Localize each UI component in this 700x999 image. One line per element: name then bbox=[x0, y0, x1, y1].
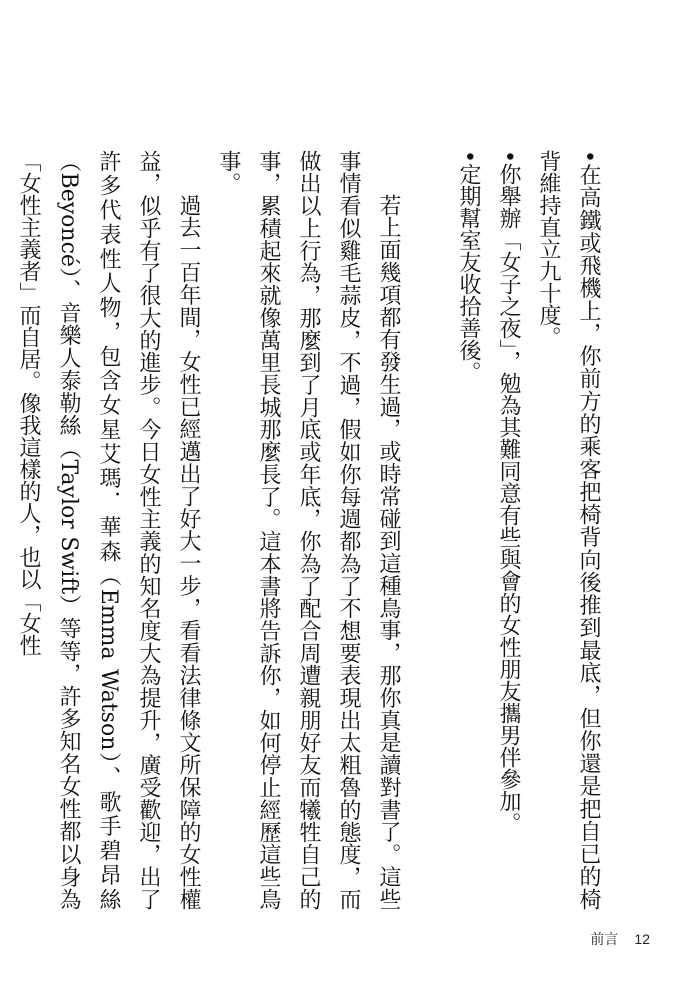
body-text bbox=[8, 150, 608, 910]
bullet-mark: • bbox=[456, 150, 481, 163]
paragraph: 過去一百年間，女性已經邁出了好大一步，看看法律條文所保障的女性權益，似乎有了很大的進步。今日女性主義的知名度大為提升，廣受歡迎，出了許多代表性人物，包含女星艾瑪．華森（Emma Watson）、歌手碧昂絲（Beyoncé）、音樂人泰勒絲（Taylor Swift）等等，許多知名女性都以身為「女性主義者」而自居。像我這樣的人，也以「女性 bbox=[16, 150, 201, 910]
bullet-item bbox=[488, 150, 528, 910]
bullet-mark: • bbox=[496, 150, 521, 163]
bullet-item bbox=[448, 150, 488, 910]
bullet-text: 你舉辦「女子之夜」，勉為其難同意有些與會的女性朋友攜男伴參加。 bbox=[496, 162, 521, 834]
paragraph: 若上面幾項都有發生過，或時常碰到這種鳥事，那你真是讀對書了。這些事情看似雞毛蒜皮，不過，假如你每週都為了不想要表現出太粗魯的態度，而做出以上行為，那麼到了月底或年底，你為了配合周遭親朋好友而犧牲自己的事，累積起來就像萬里長城那麼長了。這本書將告訴你，如何停止經歷這些鳥事。 bbox=[216, 150, 401, 910]
page-number: 12 bbox=[634, 931, 650, 947]
footer-section-title: 前言 bbox=[590, 931, 619, 947]
bullet-text: 在高鐵或飛機上，你前方的乘客把椅背向後推到最底，但你還是把自已的椅背維持直立九十度。 bbox=[536, 150, 601, 910]
bullet-mark: • bbox=[576, 150, 601, 163]
bullet-item bbox=[528, 150, 608, 910]
page-footer bbox=[590, 929, 650, 949]
bullet-text: 定期幫室友收拾善後。 bbox=[456, 162, 481, 383]
